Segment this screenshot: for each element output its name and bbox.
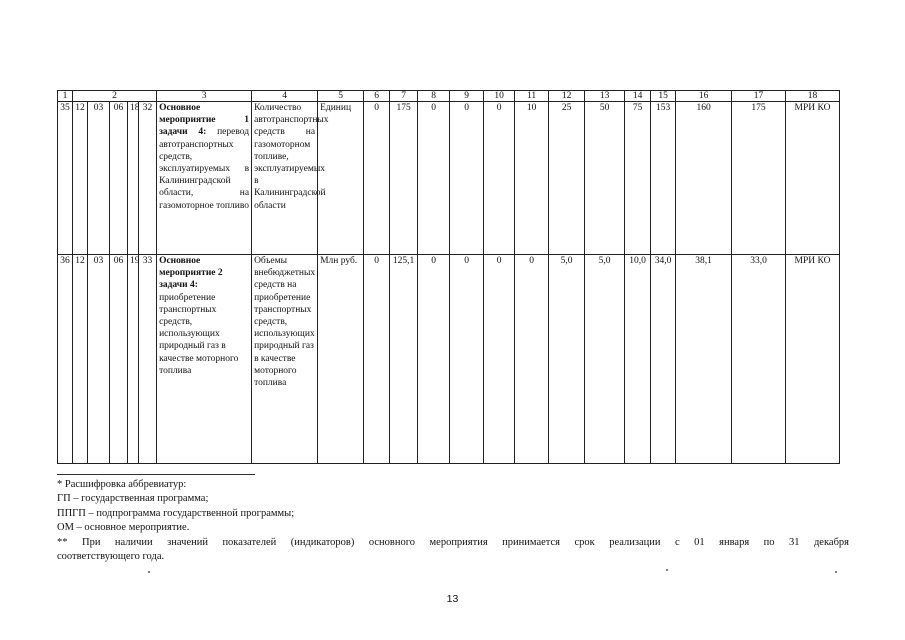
code-cell: 06 bbox=[110, 255, 128, 464]
value-cell: 75 bbox=[625, 102, 651, 255]
header-cell: 11 bbox=[515, 91, 549, 102]
header-cell: 3 bbox=[157, 91, 252, 102]
value-cell: 0 bbox=[484, 255, 515, 464]
header-cell: 13 bbox=[585, 91, 625, 102]
header-cell: 12 bbox=[549, 91, 585, 102]
value-cell: 0 bbox=[484, 102, 515, 255]
code-cell: 33 bbox=[139, 255, 157, 464]
value-cell: 10,0 bbox=[625, 255, 651, 464]
scan-speck bbox=[148, 571, 150, 573]
value-cell: 175 bbox=[732, 102, 786, 255]
value-cell: 33,0 bbox=[732, 255, 786, 464]
value-cell: 10 bbox=[515, 102, 549, 255]
scan-speck bbox=[666, 569, 668, 571]
measure-title: Основное мероприятие 1 задачи 4: bbox=[159, 103, 250, 138]
header-cell: 10 bbox=[484, 91, 515, 102]
measure-description: перевод автотранспортных средств, эксплуатируемых в Калининградской области, на газомоторное топливо bbox=[159, 127, 250, 211]
row-number: 36 bbox=[58, 255, 73, 464]
footnote-term-line2: соответствующего года. bbox=[57, 551, 165, 563]
header-cell: 7 bbox=[390, 91, 418, 102]
value-cell: 0 bbox=[450, 255, 484, 464]
header-cell: 8 bbox=[418, 91, 450, 102]
value-cell: 160 bbox=[676, 102, 732, 255]
code-cell: 12 bbox=[73, 255, 88, 464]
value-cell: 50 bbox=[585, 102, 625, 255]
value-cell: 0 bbox=[364, 255, 390, 464]
unit-cell: Млн руб. bbox=[318, 255, 364, 464]
table-row bbox=[58, 102, 840, 255]
header-cell: 1 bbox=[58, 91, 73, 102]
footnotes bbox=[57, 478, 849, 564]
value-cell: 0 bbox=[450, 102, 484, 255]
code-cell: 03 bbox=[88, 255, 110, 464]
code-cell: 18 bbox=[128, 102, 139, 255]
value-cell: 125,1 bbox=[390, 255, 418, 464]
code-cell: 19 bbox=[128, 255, 139, 464]
header-cell: 16 bbox=[676, 91, 732, 102]
responsible-cell: МРИ КО bbox=[786, 102, 840, 255]
header-cell: 18 bbox=[786, 91, 840, 102]
value-cell: 0 bbox=[364, 102, 390, 255]
value-cell: 175 bbox=[390, 102, 418, 255]
code-cell: 32 bbox=[139, 102, 157, 255]
unit-cell: Единиц bbox=[318, 102, 364, 255]
measure-description: приобретение транспортных средств, использующих природный газ в качестве моторного топлива bbox=[159, 292, 239, 376]
measure-name bbox=[157, 102, 252, 255]
value-cell: 34,0 bbox=[651, 255, 676, 464]
footnote-gp: ГП – государственная программа; bbox=[57, 493, 209, 505]
value-cell: 0 bbox=[418, 255, 450, 464]
indicator-name: Объемы внебюджетных средств на приобретение транспортных средств, использующих природный газ в качестве моторного топлива bbox=[252, 255, 318, 464]
header-cell: 14 bbox=[625, 91, 651, 102]
header-cell: 2 bbox=[73, 91, 157, 102]
header-cell: 9 bbox=[450, 91, 484, 102]
header-cell: 17 bbox=[732, 91, 786, 102]
value-cell: 38,1 bbox=[676, 255, 732, 464]
scan-speck bbox=[835, 571, 837, 573]
code-cell: 03 bbox=[88, 102, 110, 255]
header-cell: 4 bbox=[252, 91, 318, 102]
page-number: 13 bbox=[446, 593, 459, 605]
header-cell: 6 bbox=[364, 91, 390, 102]
value-cell: 0 bbox=[418, 102, 450, 255]
value-cell: 5,0 bbox=[585, 255, 625, 464]
indicators-table bbox=[57, 90, 840, 464]
value-cell: 0 bbox=[515, 255, 549, 464]
measure-title: Основное мероприятие 2 задачи 4: bbox=[159, 256, 223, 291]
value-cell: 25 bbox=[549, 102, 585, 255]
indicator-name: Количество автотранспортных средств на газомоторном топливе, эксплуатируемых в Калининградской области bbox=[252, 102, 318, 255]
footnote-abbreviations-title: * Расшифровка аббревиатур: bbox=[57, 479, 187, 490]
table-row bbox=[58, 255, 840, 464]
value-cell: 5,0 bbox=[549, 255, 585, 464]
responsible-cell: МРИ КО bbox=[786, 255, 840, 464]
header-cell: 15 bbox=[651, 91, 676, 102]
row-number: 35 bbox=[58, 102, 73, 255]
footnote-ppgp: ППГП – подпрограмма государственной программы; bbox=[57, 507, 295, 519]
code-cell: 12 bbox=[73, 102, 88, 255]
footnote-separator bbox=[57, 474, 255, 475]
footnote-term-line1: ** При наличии значений показателей (индикаторов) основного мероприятия принимается срок реализации с 01 января по 31 декабря bbox=[57, 536, 849, 548]
code-cell: 06 bbox=[110, 102, 128, 255]
value-cell: 153 bbox=[651, 102, 676, 255]
measure-name bbox=[157, 255, 252, 464]
footnote-om: ОМ – основное мероприятие. bbox=[57, 522, 190, 534]
header-row bbox=[58, 91, 840, 102]
header-cell: 5 bbox=[318, 91, 364, 102]
